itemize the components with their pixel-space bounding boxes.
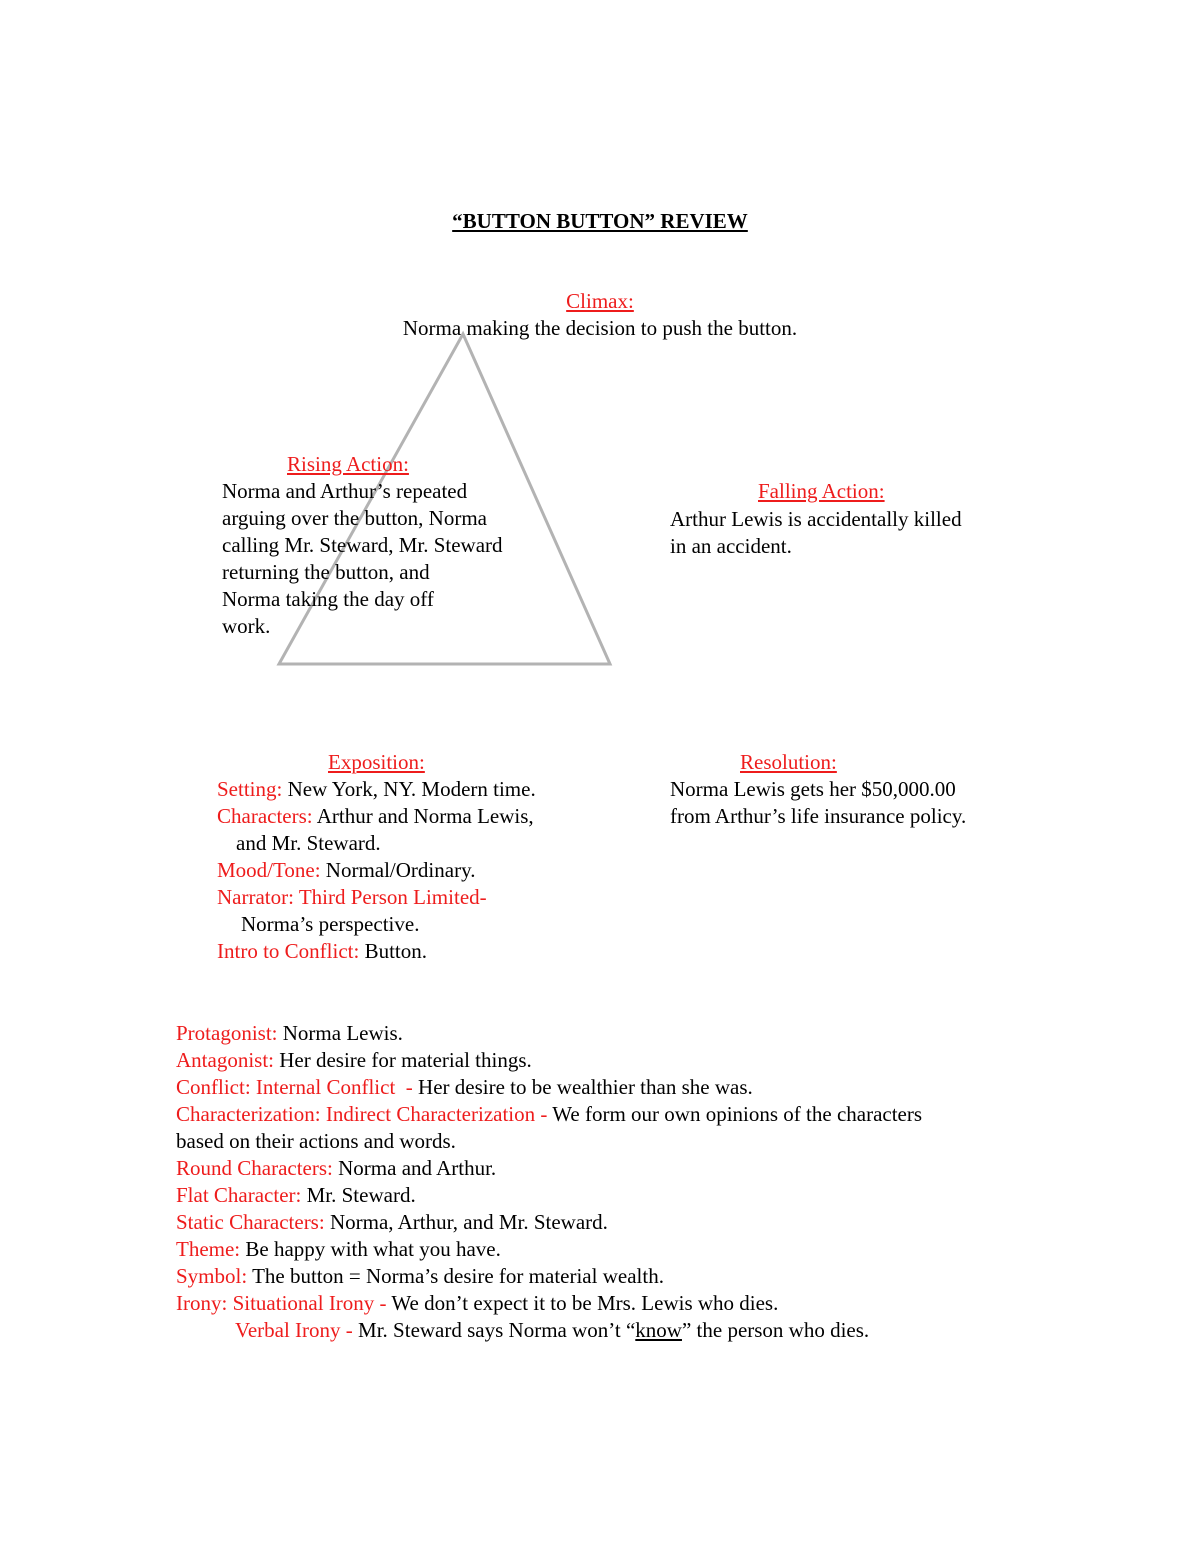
- term-conflict: Conflict: Internal Conflict - Her desire to be wealthier than she was.: [176, 1075, 753, 1099]
- rising-action-label: Rising Action:: [287, 452, 409, 476]
- climax-text: Norma making the decision to push the button.: [402, 316, 798, 340]
- falling-action-line: Arthur Lewis is accidentally killed: [670, 507, 962, 531]
- term-static: Static Characters: Norma, Arthur, and Mr. Steward.: [176, 1210, 608, 1234]
- climax-section: [0, 288, 1200, 342]
- term-round: Round Characters: Norma and Arthur.: [176, 1156, 497, 1180]
- term-characterization-cont: based on their actions and words.: [176, 1129, 456, 1153]
- exposition-conflict: Intro to Conflict: Button.: [217, 939, 428, 963]
- falling-action-text: [670, 506, 962, 560]
- rising-action-line: returning the button, and: [222, 560, 430, 584]
- rising-action-line: calling Mr. Steward, Mr. Steward: [222, 533, 503, 557]
- rising-action-line: Norma and Arthur’s repeated: [222, 479, 468, 503]
- exposition-characters-cont: and Mr. Steward.: [236, 831, 381, 855]
- term-antagonist: Antagonist: Her desire for material things.: [176, 1048, 532, 1072]
- term-flat: Flat Character: Mr. Steward.: [176, 1183, 416, 1207]
- rising-action-line: arguing over the button, Norma: [222, 506, 487, 530]
- term-verbal-irony: Verbal Irony - Mr. Steward says Norma won’t “know” the person who dies.: [235, 1318, 870, 1342]
- term-theme: Theme: Be happy with what you have.: [176, 1237, 501, 1261]
- term-symbol: Symbol: The button = Norma’s desire for material wealth.: [176, 1264, 664, 1288]
- exposition-narrator-cont: Norma’s perspective.: [241, 912, 420, 936]
- resolution-line: from Arthur’s life insurance policy.: [670, 804, 967, 828]
- resolution-label-wrap: [740, 749, 837, 776]
- rising-action-text: [222, 478, 503, 640]
- resolution-text: [670, 776, 966, 830]
- term-protagonist: Protagonist: Norma Lewis.: [176, 1021, 403, 1045]
- rising-action-label-wrap: [287, 451, 409, 478]
- falling-action-line: in an accident.: [670, 534, 792, 558]
- terms-list: [176, 1020, 922, 1344]
- term-characterization: Characterization: Indirect Characterization - We form our own opinions of the characters: [176, 1102, 923, 1126]
- resolution-label: Resolution:: [740, 750, 837, 774]
- falling-action-label-wrap: [758, 478, 885, 505]
- resolution-line: Norma Lewis gets her $50,000.00: [670, 777, 956, 801]
- rising-action-line: Norma taking the day off: [222, 587, 434, 611]
- exposition-label: Exposition:: [328, 750, 425, 774]
- exposition-text: [217, 776, 536, 965]
- page-title: “BUTTON BUTTON” REVIEW: [452, 209, 748, 233]
- rising-action-line: work.: [222, 614, 271, 638]
- exposition-characters: Characters: Arthur and Norma Lewis,: [217, 804, 534, 828]
- falling-action-label: Falling Action:: [758, 479, 885, 503]
- exposition-narrator: Narrator: Third Person Limited-: [217, 885, 487, 909]
- term-irony: Irony: Situational Irony - We don’t expect it to be Mrs. Lewis who dies.: [176, 1291, 779, 1315]
- exposition-setting: Setting: New York, NY. Modern time.: [217, 777, 536, 801]
- exposition-mood: Mood/Tone: Normal/Ordinary.: [217, 858, 476, 882]
- exposition-label-wrap: [328, 749, 425, 776]
- climax-label: Climax:: [566, 289, 634, 313]
